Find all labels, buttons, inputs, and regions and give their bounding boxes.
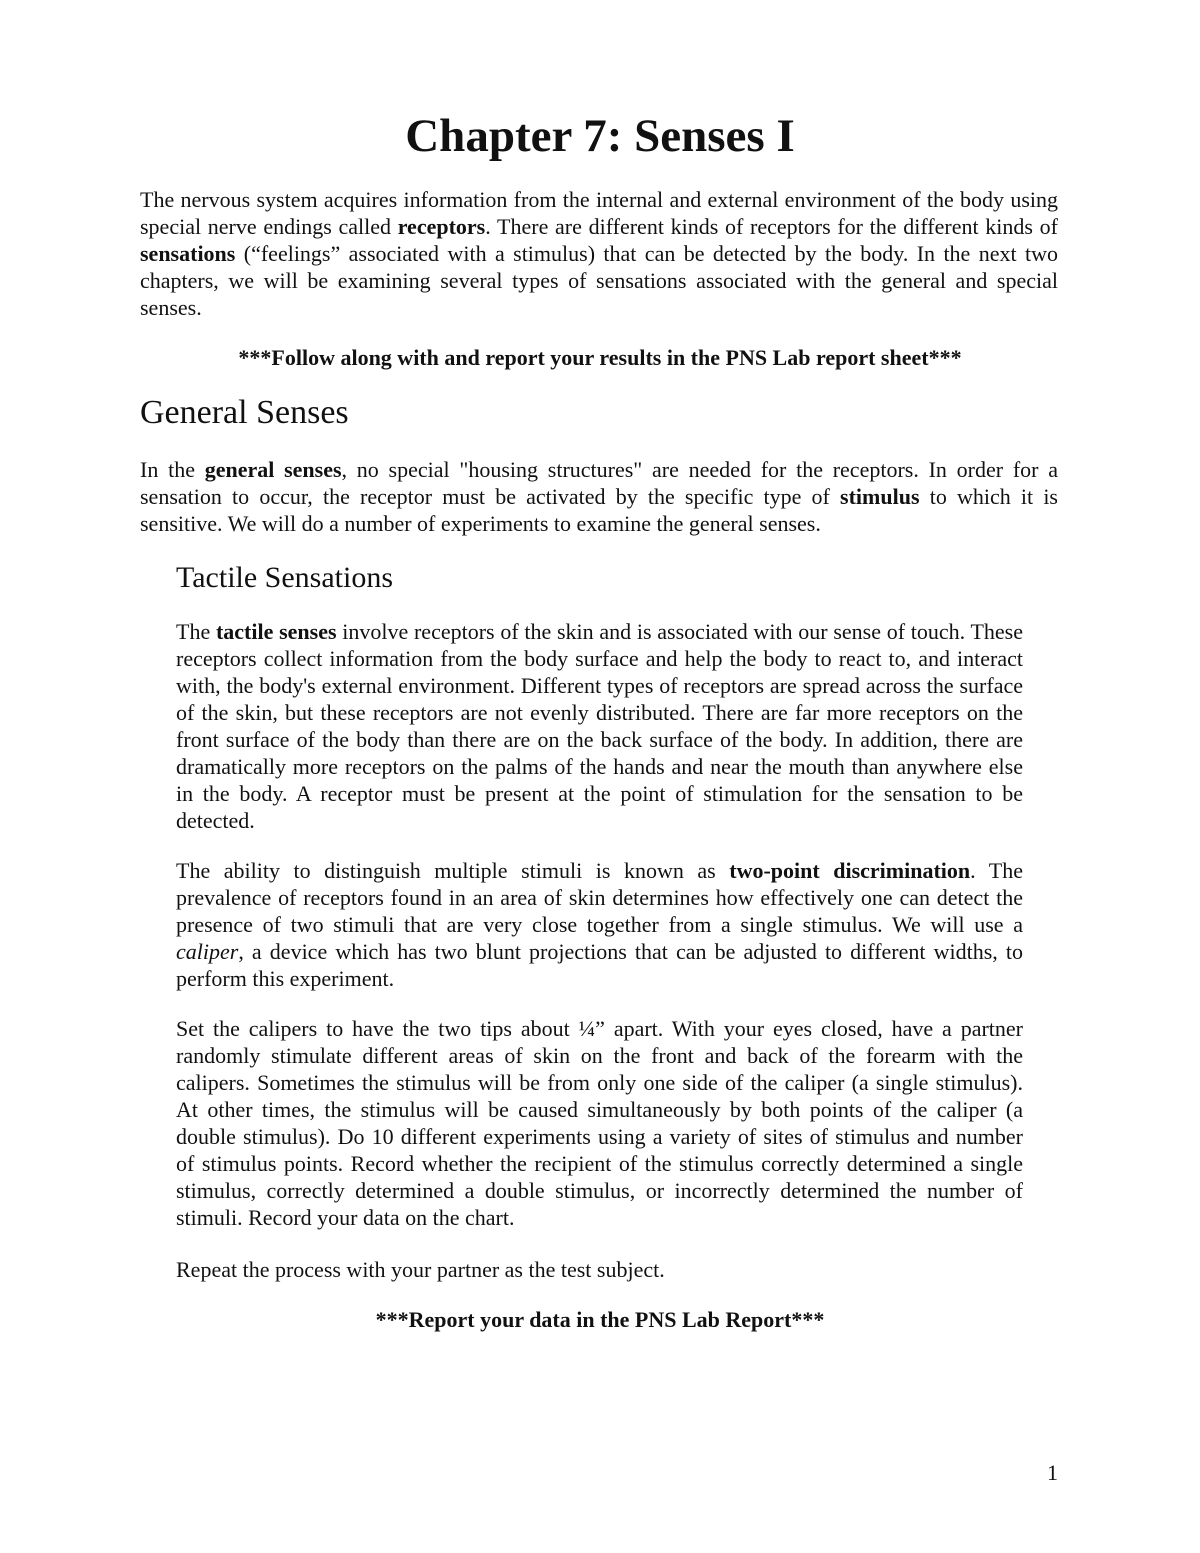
intro-text-2: . There are different kinds of receptors for the different kinds of (485, 214, 1058, 239)
general-text-2: , no special "housing structures" are needed for the receptors. In order for a sensation to occur, the receptor must be activated by the specific type of (140, 457, 1058, 509)
term-receptors: receptors (397, 214, 486, 239)
tactile-paragraph-1 (176, 618, 1023, 834)
tactile-p2-text-3: , a device which has two blunt projections that can be adjusted to different widths, to perform this experiment. (176, 939, 1023, 991)
chapter-title: Chapter 7: Senses I (405, 110, 795, 162)
intro-text-3: (“feelings” associated with a stimulus) that can be detected by the body. In the next two chapters, we will be examining several types of sensations associated with the general and special senses. (140, 241, 1058, 320)
general-text-1: In the (140, 457, 205, 482)
lab-report-callout: ***Follow along with and report your results in the PNS Lab report sheet*** (238, 345, 962, 370)
section-heading-general-senses: General Senses (140, 394, 349, 431)
term-two-point-discrimination: two-point discrimination (729, 858, 971, 883)
tactile-p1-text-1: The (176, 619, 216, 644)
term-stimulus: stimulus (840, 484, 920, 509)
tactile-p2-text-2: . The prevalence of receptors found in an area of skin determines how effectively one can detect the presence of two stimuli that are very close together from a single stimulus. We will use a (176, 858, 1023, 937)
page-number: 1 (1047, 1460, 1058, 1485)
tactile-p1-text-2: involve receptors of the skin and is associated with our sense of touch. These receptors collect information from the body surface and help the body to react to, and interact with, the body's external environment. Different types of receptors are spread across the surface of the skin, but these receptors are not evenly distributed. There are far more receptors on the front surface of the body than there are on the back surface of the body. In addition, there are dramatically more receptors on the palms of the hands and near the mouth than anywhere else in the body. A receptor must be present at the point of stimulation for the sensation to be detected. (176, 619, 1024, 833)
general-senses-paragraph (140, 456, 1058, 537)
tactile-paragraph-3: Set the calipers to have the two tips about ¼” apart. With your eyes closed, have a partner randomly stimulate different areas of skin on the front and back of the forearm with the calipers. Sometimes the stimulus will be from only one side of the caliper (a single stimulus). At other times, the stimulus will be caused simultaneously by both points of the caliper (a double stimulus). Do 10 different experiments using a variety of sites of stimulus and number of stimulus points. Record whether the recipient of the stimulus correctly determined a single stimulus, correctly determined a double stimulus, or incorrectly determined the number of stimuli. Record your data on the chart. (176, 1016, 1023, 1230)
term-caliper: caliper (176, 939, 239, 964)
tactile-paragraph-4: Repeat the process with your partner as the test subject. (176, 1257, 665, 1282)
intro-paragraph (140, 186, 1058, 321)
tactile-p2-text-1: The ability to distinguish multiple stimuli is known as (176, 858, 730, 883)
intro-text-1: The nervous system acquires information from the internal and external environment of the body using special nerve endings called (140, 187, 1058, 239)
term-sensations: sensations (140, 241, 236, 266)
report-data-callout: ***Report your data in the PNS Lab Report*** (375, 1307, 825, 1332)
term-tactile-senses: tactile senses (215, 619, 337, 644)
subsection-heading-tactile: Tactile Sensations (176, 561, 394, 594)
tactile-paragraph-2 (176, 857, 1023, 992)
term-general-senses: general senses (204, 457, 342, 482)
general-text-3: to which it is sensitive. We will do a number of experiments to examine the general senses. (140, 484, 1058, 536)
